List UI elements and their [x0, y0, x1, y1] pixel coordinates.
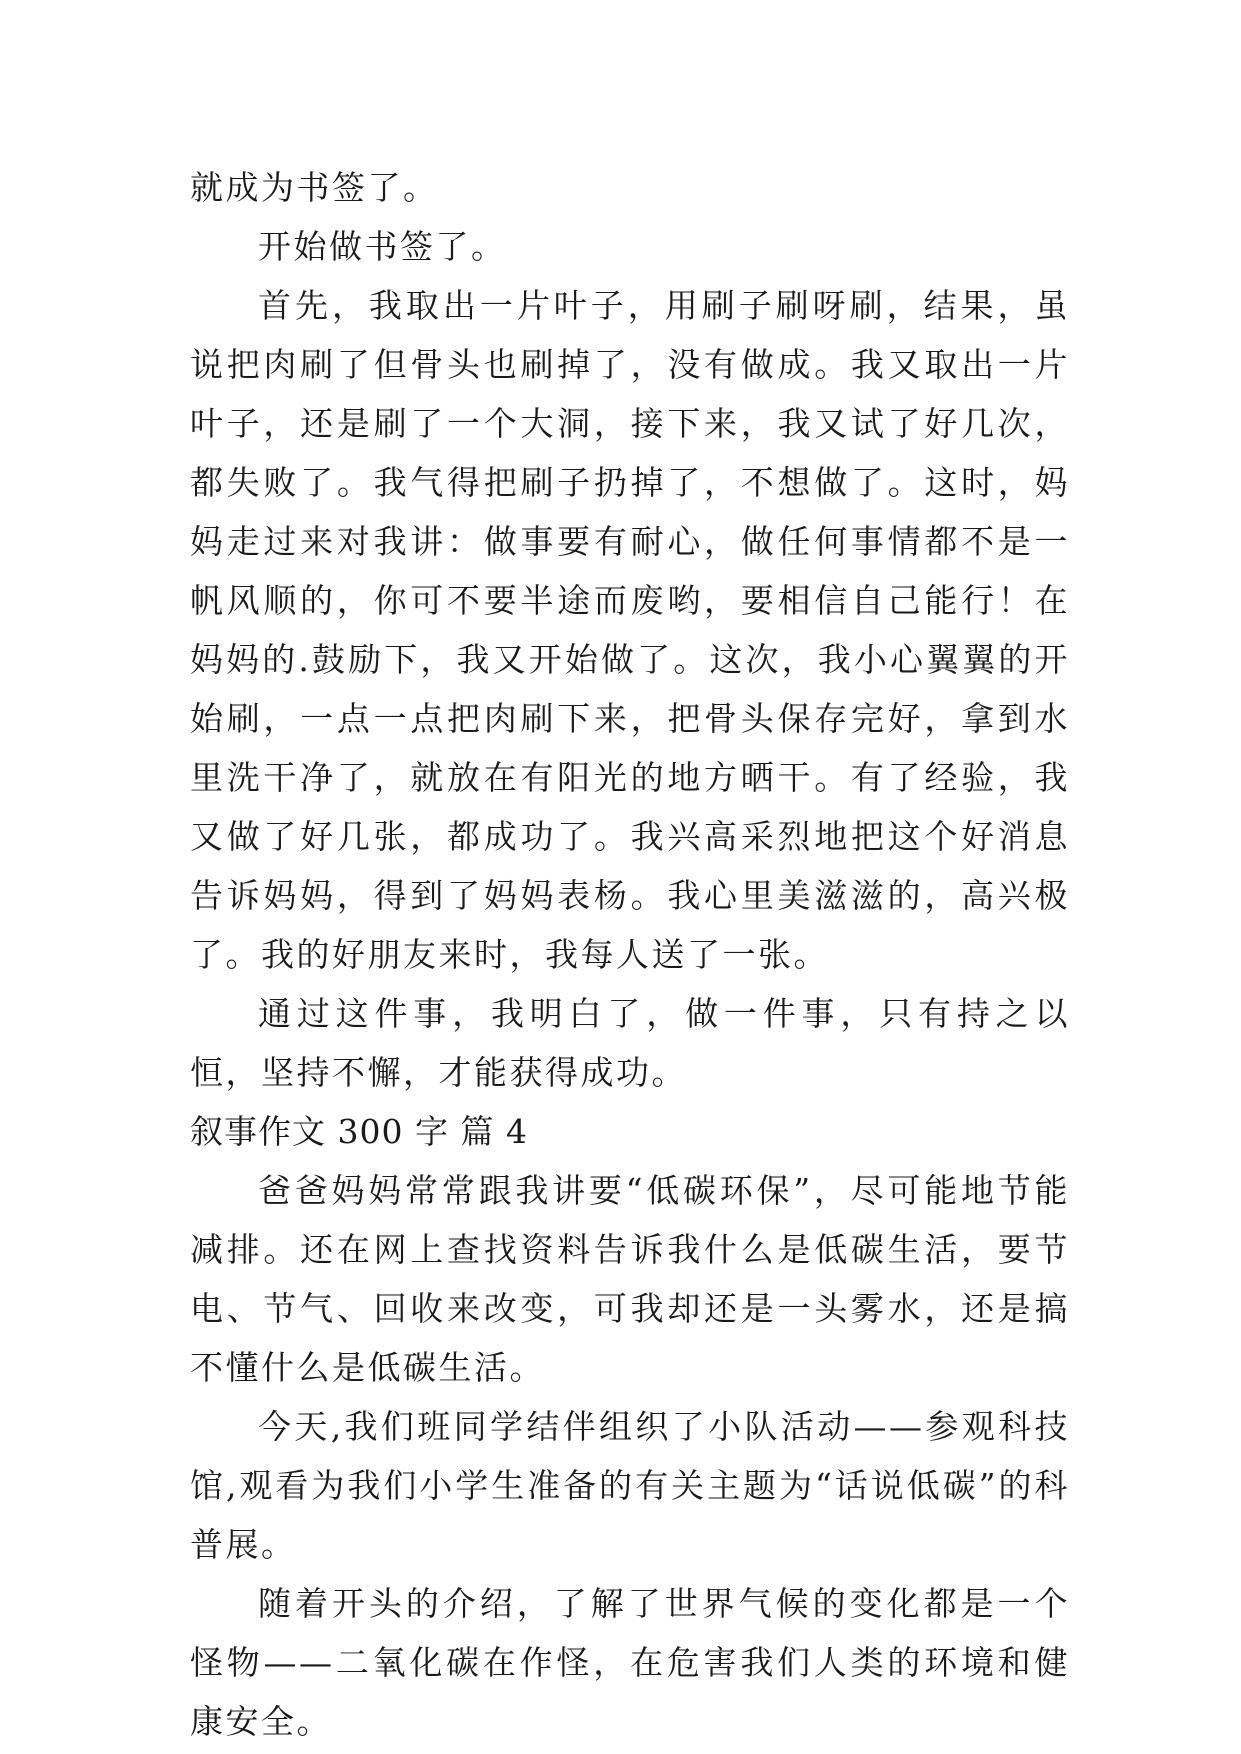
paragraph-climate: 随着开头的介绍，了解了世界气候的变化都是一个怪物——二氧化碳在作怪，在危害我们人类的环境和健康安全。 [190, 1584, 1070, 1741]
paragraph-start-making: 开始做书签了。 [258, 227, 507, 266]
section-heading: 叙事作文 300 字 篇 4 [190, 1112, 528, 1151]
paragraph-science-museum: 今天,我们班同学结伴组织了小队活动——参观科技馆,观看为我们小学生准备的有关主题为“话说低碳”的科普展。 [190, 1407, 1070, 1564]
document-body [190, 158, 1070, 1751]
paragraph-conclusion: 通过这件事，我明白了，做一件事，只有持之以恒，坚持不懈，才能获得成功。 [190, 994, 1070, 1092]
paragraph-continuation: 就成为书签了。 [190, 168, 439, 207]
paragraph-process: 首先，我取出一片叶子，用刷子刷呀刷，结果，虽说把肉刷了但骨头也刷掉了，没有做成。我又取出一片叶子，还是刷了一个大洞，接下来，我又试了好几次，都失败了。我气得把刷子扔掉了，不想做了。这时，妈妈走过来对我讲：做事要有耐心，做任何事情都不是一帆风顺的，你可不要半途而废哟，要相信自己能行！在妈妈的.鼓励下，我又开始做了。这次，我小心翼翼的开始刷，一点一点把肉刷下来，把骨头保存完好，拿到水里洗干净了，就放在有阳光的地方晒干。有了经验，我又做了好几张，都成功了。我兴高采烈地把这个好消息告诉妈妈，得到了妈妈表杨。我心里美滋滋的，高兴极了。我的好朋友来时，我每人送了一张。 [190, 286, 1070, 974]
paragraph-low-carbon-intro: 爸爸妈妈常常跟我讲要“低碳环保”，尽可能地节能减排。还在网上查找资料告诉我什么是低碳生活，要节电、节气、回收来改变，可我却还是一头雾水，还是搞不懂什么是低碳生活。 [190, 1171, 1070, 1387]
